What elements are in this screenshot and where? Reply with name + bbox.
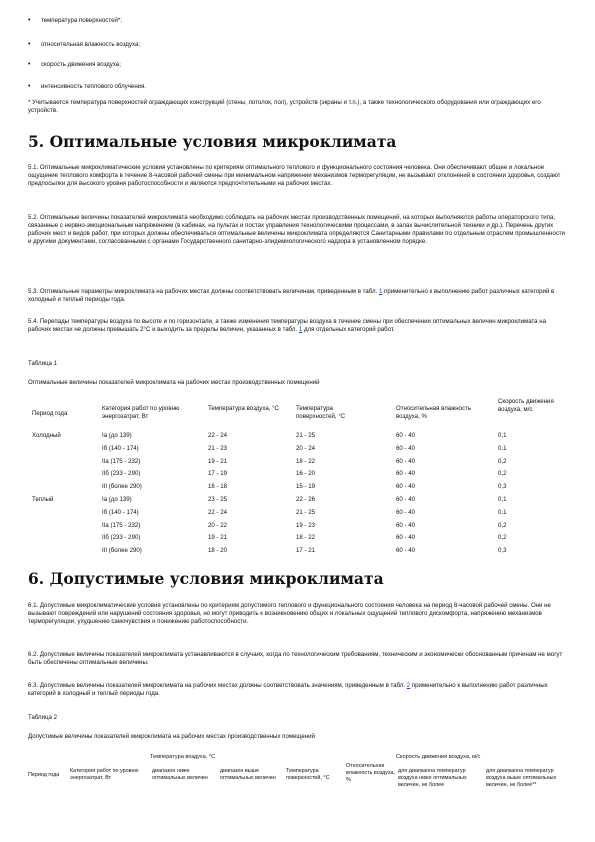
table-cell: 16 - 20 [296, 470, 315, 478]
section-6-title: 6. Допустимые условия микроклимата [28, 569, 384, 588]
table-cell: 15 - 19 [296, 483, 315, 491]
table-header: Температура поверхностей, °С [286, 768, 330, 781]
table-1 [28, 398, 568, 558]
table-header: диапазон выше оптимальных величин [220, 768, 276, 781]
table-cell: 0,2 [498, 521, 507, 529]
table-cell: 60 - 40 [396, 534, 415, 542]
table-cell: 22 - 24 [208, 508, 227, 516]
bullet-text: относительная влажность воздуха; [41, 41, 141, 48]
table-cell: IIа (175 - 232) [102, 457, 141, 465]
table-header: Период года [28, 772, 60, 778]
table-cell: 17 - 19 [208, 470, 227, 478]
table-header: Категория работ по уровню энергозатрат, Вт [70, 768, 139, 781]
table-cell: Iб (140 - 174) [102, 444, 139, 452]
table-cell: 0,1 [498, 508, 507, 516]
table-cell: 0,2 [498, 534, 507, 542]
table-cell: 23 - 25 [208, 496, 227, 503]
paragraph-text: для отдельных категорий работ. [302, 326, 395, 333]
paragraph-5-1: 5.1. Оптимальные микроклиматические условия установлены по критериям оптимального теплового и функционального состояния человека. Они обеспечивают общее и локальное ощущение теплового комфорта в течение 8-часовой рабочей смены при минимальном напряжении механизмов терморегуляции, не вызывают отклонений в состоянии здоровья, создают предпосылки для высокого уровня работоспособности и являются предпочтительными на рабочих местах. [28, 164, 561, 187]
table-2 [28, 752, 568, 832]
bullet-text: температура поверхностей*; [41, 17, 122, 24]
table-2-caption: Допустимые величины показателей микроклимата на рабочих местах производственных помещений [28, 733, 315, 740]
table-cell: 0,3 [498, 483, 507, 491]
table-cell: 16 - 18 [208, 483, 227, 491]
table-cell: 19 - 21 [208, 534, 227, 542]
table-cell: 60 - 40 [396, 483, 415, 491]
table-cell: 60 - 40 [396, 444, 415, 452]
table-cell: 20 - 24 [296, 444, 315, 452]
table-cell: 18 - 22 [296, 457, 315, 465]
table-cell: 0,2 [498, 470, 507, 478]
table-header: Относительная влажность воздуха, % [346, 763, 395, 783]
table-cell: 21 - 25 [296, 508, 315, 516]
table-row-period: Холодный [32, 432, 61, 439]
table-1-label: Таблица 1 [28, 360, 57, 367]
table-header: Температура поверхностей, °С [296, 405, 346, 420]
table-header: диапазон ниже оптимальных величин [152, 768, 208, 781]
table-cell: 60 - 40 [396, 547, 415, 555]
table-cell: 18 - 20 [208, 547, 227, 555]
table-header: Относительная влажность воздуха, % [396, 405, 472, 420]
table-cell: 60 - 40 [396, 432, 415, 439]
table-cell: 60 - 40 [396, 496, 415, 503]
paragraph-5-4 [28, 318, 568, 334]
bullet-text: интенсивность теплового облучения. [41, 83, 147, 90]
table-cell: IIб (233 - 290) [102, 534, 141, 542]
paragraph-text: 5.3. Оптимальные параметры микроклимата на рабочих местах должны соответствовать величинам, приведенным в табл. [28, 288, 379, 295]
footnote: * Учитывается температура поверхностей ограждающих конструкций (стены, потолок, пол), устройств (экраны и т.п.), а также технологического оборудования или ограждающих его устройств. [28, 99, 541, 114]
table-cell: IIа (175 - 232) [102, 521, 141, 529]
table-cell: 0,1 [498, 432, 507, 439]
table-cell: 0,1 [498, 496, 507, 503]
table-cell: 60 - 40 [396, 521, 415, 529]
table-cell: 22 - 24 [208, 432, 227, 439]
table-1-link[interactable]: 1 [378, 288, 383, 295]
paragraph-5-2: 5.2. Оптимальные величины показателей микроклимата необходимо соблюдать на рабочих местах производственных помещений, на которых выполняются работы операторского типа, связанные с нервно-эмоциональным напряжением (в кабинах, на пультах и постах управления технологическими процессами, в залах вычислительной техники и др.). Перечень других рабочих мест и видов работ, при которых должны обеспечиваться оптимальные величины микроклимата определяются Санитарными правилами по отдельным отраслям промышленности и другими документами, согласованными с органами Государственного санитарно-эпидемиологического надзора в установленном порядке. [28, 214, 565, 245]
bullet-text: скорость движения воздуха; [41, 61, 121, 68]
bullet-item [28, 17, 122, 25]
paragraph-6-2: 6.2. Допустимые величины показателей микроклимата устанавливаются в случаях, когда по технологическим требованиям, техническим и экономически обоснованным причинам не могут быть обеспечены оптимальные величины. [28, 651, 563, 666]
table-row-period: Теплый [32, 496, 54, 503]
paragraph-6-1: 6.1. Допустимые микроклиматические условия установлены по критериям допустимого теплового и функционального состояния человека на период 8-часовой рабочей смены. Они не вызывают повреждений или нарушений состояния здоровья, но могут приводить к возникновению общих и локальных ощущений теплового дискомфорта, напряжению механизмов терморегуляции, ухудшению самочувствия и понижению работоспособности. [28, 602, 551, 625]
table-cell: 20 - 22 [208, 521, 227, 529]
bullet-item [28, 83, 146, 91]
table-group-header: Скорость движения воздуха, м/с [396, 754, 481, 760]
bullet-item [28, 41, 140, 49]
paragraph-text: применительно к выполнению работ различных категорий в холодный и теплый периоды года. [28, 682, 548, 697]
table-cell: 22 - 26 [296, 496, 315, 503]
paragraph-6-3 [28, 682, 568, 698]
table-cell: 60 - 40 [396, 457, 415, 465]
table-header: Категория работ по уровню энергозатрат, Вт [102, 405, 180, 420]
table-cell: III (более 290) [102, 483, 142, 491]
table-cell: 21 - 25 [296, 432, 315, 439]
table-2-link[interactable]: 2 [406, 682, 411, 689]
table-cell: 60 - 40 [396, 470, 415, 478]
table-cell: Iа (до 139) [102, 432, 132, 439]
table-1-link[interactable]: 1 [298, 326, 303, 333]
table-cell: 0,2 [498, 457, 507, 465]
table-cell: 0,1 [498, 444, 507, 452]
table-cell: Iб (140 - 174) [102, 508, 139, 516]
table-cell: 19 - 21 [208, 457, 227, 465]
table-header: Температура воздуха, °С [208, 405, 279, 412]
table-2-label: Таблица 2 [28, 714, 57, 721]
bullet-item [28, 61, 121, 69]
paragraph-text: 5.4. Перепады температуры воздуха по высоте и по горизонтали, а также изменения температуры воздуха в течение смены при обеспечении оптимальных величин микроклимата на рабочих местах не должны превышать 2°С и выходить за пределы величин, указанных в табл. [28, 318, 547, 333]
section-5-title: 5. Оптимальные условия микроклимата [28, 132, 397, 151]
table-header: для диапазона температур воздуха ниже оптимальных величин, не более [398, 768, 467, 788]
table-cell: 17 - 21 [296, 547, 315, 555]
table-cell: 0,3 [498, 547, 507, 555]
paragraph-text: 6.3. Допустимые величины показателей микроклимата на рабочих местах должны соответствовать значениям, приведенным в табл. [28, 682, 407, 689]
paragraph-text: применительно к выполнению работ различных категорий в холодный и теплый периоды года. [28, 288, 555, 303]
table-cell: III (более 290) [102, 547, 142, 555]
table-cell: 21 - 23 [208, 444, 227, 452]
table-cell: 60 - 40 [396, 508, 415, 516]
table-cell: 18 - 22 [296, 534, 315, 542]
table-group-header: Температура воздуха, °С [150, 754, 216, 760]
paragraph-5-3 [28, 288, 568, 304]
table-1-caption: Оптимальные величины показателей микроклимата на рабочих местах производственных помещений [28, 379, 320, 386]
table-header: Скорость движения воздуха, м/с [498, 398, 554, 413]
table-cell: 19 - 23 [296, 521, 315, 529]
table-cell: IIб (233 - 290) [102, 470, 141, 478]
table-cell: Iа (до 139) [102, 496, 132, 503]
table-header: для диапазона температур воздуха выше оптимальных величин, не более** [486, 768, 557, 788]
table-header: Период года [32, 410, 68, 417]
